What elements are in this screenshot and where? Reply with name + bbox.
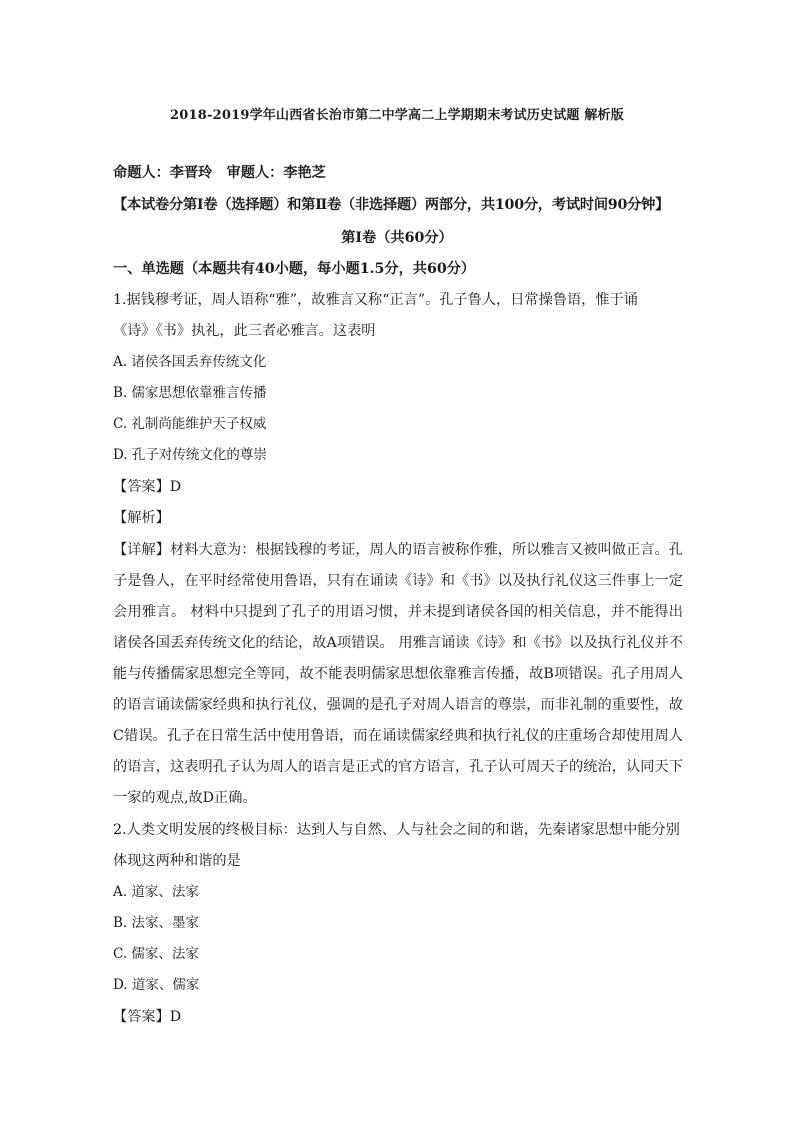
section-title: 一、单选题（本题共有40小题，每小题1.5分，共60分） — [113, 261, 476, 277]
exam-note: 【本试卷分第Ⅰ卷（选择题）和第Ⅱ卷（非选择题）两部分，共100分，考试时间90分钟】 — [113, 197, 670, 213]
q1-analysis-label: 【解析】 — [113, 510, 170, 526]
q2-option-b: B. 法家、墨家 — [113, 915, 200, 931]
q1-explanation: 【详解】材料大意为：根据钱穆的考证，周人的语言被称作雅，所以雅言又被叫做正言。孔子是鲁人，在平时经常使用鲁语，只有在诵读《诗》和《书》以及执行礼仪这三件事上一定会用雅言。 材料中只提到了孔子的用语习惯，并未提到诸侯各国的相关信息，并不能得出诸侯各国丢弃传统文化的结论，故A项错误。 用雅言诵读《诗》和《书》以及执行礼仪并不能与传播儒家思想完全等同，故不能表明儒家思想依靠雅言传播，故B项错误。孔子用周人的语言诵读儒家经典和执行礼仪，强调的是孔子对周人语言的尊崇，而非礼制的重要性，故C错误。孔子在日常生活中使用鲁语，而在诵读儒家经典和执行礼仪的庄重场合却使用周人的语言，这表明孔子认为周人的语言是正式的官方语言，孔子认可周天子的统治，认同天下一家的观点,故D正确。 — [113, 542, 683, 806]
q1-stem-line-1: 1.据钱穆考证，周人语称“雅”，故雅言又称“正言”。孔子鲁人，日常操鲁语，惟于诵 — [113, 292, 638, 308]
q1-answer: 【答案】D — [113, 479, 182, 495]
q2-option-d: D. 道家、儒家 — [113, 977, 200, 993]
document-title: 2018-2019学年山西省长治市第二中学高二上学期期末考试历史试题 解析版 — [170, 108, 624, 123]
q2-answer: 【答案】D — [113, 1009, 182, 1025]
q1-option-a: A. 诸侯各国丢弃传统文化 — [113, 354, 267, 370]
q1-option-c: C. 礼制尚能维护天子权威 — [113, 416, 267, 432]
q2-stem-line-2: 体现这两种和谐的是 — [113, 853, 241, 869]
q1-option-d: D. 孔子对传统文化的尊崇 — [113, 447, 267, 463]
authors-line: 命题人：李晋玲 审题人：李艳芝 — [113, 165, 326, 181]
q1-stem-line-2: 《诗》《书》执礼，此三者必雅言。这表明 — [113, 323, 376, 339]
q2-option-a: A. 道家、法家 — [113, 884, 199, 900]
q1-option-b: B. 儒家思想依靠雅言传播 — [113, 385, 267, 401]
part-title: 第Ⅰ卷（共60分） — [341, 230, 453, 246]
q2-stem-line-1: 2.人类文明发展的终极目标：达到人与自然、人与社会之间的和谐，先秦诸家思想中能分别 — [113, 822, 680, 838]
q2-option-c: C. 儒家、法家 — [113, 946, 199, 962]
